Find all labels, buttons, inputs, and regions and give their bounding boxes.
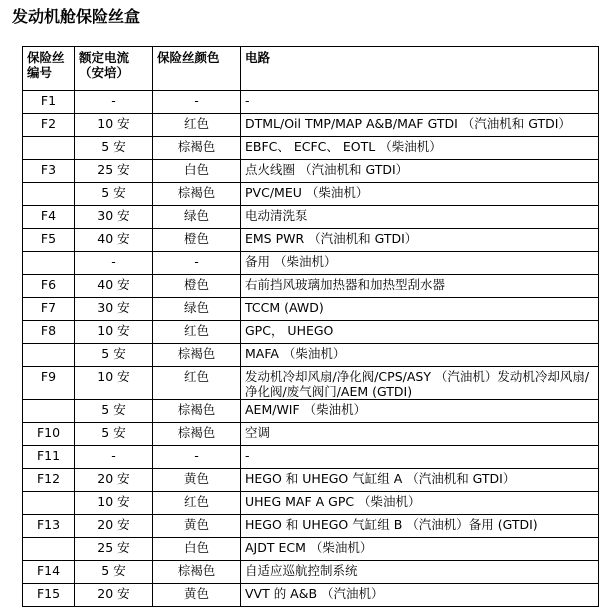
- fuse-color-cell: 红色: [153, 367, 241, 400]
- fuse-color-cell: 黄色: [153, 515, 241, 538]
- fuse-number-cell: [23, 538, 75, 561]
- rated-current-cell: 5 安: [75, 423, 153, 446]
- fuse-color-cell: 红色: [153, 492, 241, 515]
- circuit-cell: -: [241, 446, 599, 469]
- fuse-color-cell: 黄色: [153, 584, 241, 607]
- fuse-color-cell: 绿色: [153, 206, 241, 229]
- circuit-cell: 电动清洗泵: [241, 206, 599, 229]
- rated-current-cell: 5 安: [75, 400, 153, 423]
- table-row: [23, 561, 599, 584]
- rated-current-cell: -: [75, 446, 153, 469]
- table-row: [23, 91, 599, 114]
- table-row: [23, 423, 599, 446]
- table-row: [23, 252, 599, 275]
- fuse-number-cell: [23, 183, 75, 206]
- rated-current-cell: 10 安: [75, 367, 153, 400]
- fuse-number-cell: F12: [23, 469, 75, 492]
- fuse-color-cell: 橙色: [153, 229, 241, 252]
- rated-current-cell: 40 安: [75, 229, 153, 252]
- fuse-color-cell: 棕褐色: [153, 561, 241, 584]
- fuse-number-cell: F6: [23, 275, 75, 298]
- header-rated-current: 额定电流（安培）: [75, 47, 153, 91]
- rated-current-cell: 5 安: [75, 183, 153, 206]
- circuit-cell: PVC/MEU （柴油机）: [241, 183, 599, 206]
- rated-current-cell: 5 安: [75, 561, 153, 584]
- table-row: [23, 469, 599, 492]
- rated-current-cell: 5 安: [75, 137, 153, 160]
- rated-current-cell: 25 安: [75, 160, 153, 183]
- fuse-table: [22, 46, 599, 607]
- fuse-number-cell: F15: [23, 584, 75, 607]
- fuse-number-cell: [23, 252, 75, 275]
- fuse-number-cell: F3: [23, 160, 75, 183]
- circuit-cell: HEGO 和 UHEGO 气缸组 B （汽油机）备用 (GTDI): [241, 515, 599, 538]
- table-row: [23, 183, 599, 206]
- rated-current-cell: -: [75, 91, 153, 114]
- fuse-number-cell: F4: [23, 206, 75, 229]
- fuse-number-cell: F7: [23, 298, 75, 321]
- fuse-color-cell: 白色: [153, 538, 241, 561]
- table-row: [23, 321, 599, 344]
- rated-current-cell: 20 安: [75, 515, 153, 538]
- page-title: 发动机舱保险丝盒: [12, 7, 141, 26]
- table-header-row: [23, 47, 599, 91]
- rated-current-cell: 20 安: [75, 584, 153, 607]
- header-circuit: 电路: [241, 47, 599, 91]
- circuit-cell: AEM/WIF （柴油机）: [241, 400, 599, 423]
- circuit-cell: 空调: [241, 423, 599, 446]
- fuse-table-body: [23, 91, 599, 607]
- rated-current-cell: -: [75, 252, 153, 275]
- table-row: [23, 206, 599, 229]
- rated-current-cell: 25 安: [75, 538, 153, 561]
- fuse-color-cell: 红色: [153, 114, 241, 137]
- circuit-cell: DTML/Oil TMP/MAP A&B/MAF GTDI （汽油机和 GTDI）: [241, 114, 599, 137]
- rated-current-cell: 10 安: [75, 321, 153, 344]
- table-row: [23, 137, 599, 160]
- table-row: [23, 400, 599, 423]
- fuse-number-cell: F2: [23, 114, 75, 137]
- circuit-cell: MAFA （柴油机）: [241, 344, 599, 367]
- fuse-color-cell: 绿色: [153, 298, 241, 321]
- table-row: [23, 446, 599, 469]
- circuit-cell: 点火线圈 （汽油机和 GTDI）: [241, 160, 599, 183]
- header-fuse-color: 保险丝颜色: [153, 47, 241, 91]
- fuse-color-cell: 橙色: [153, 275, 241, 298]
- table-row: [23, 114, 599, 137]
- fuse-number-cell: F9: [23, 367, 75, 400]
- fuse-color-cell: 红色: [153, 321, 241, 344]
- table-row: [23, 515, 599, 538]
- fuse-number-cell: [23, 400, 75, 423]
- table-row: [23, 367, 599, 400]
- fuse-number-cell: F11: [23, 446, 75, 469]
- rated-current-cell: 5 安: [75, 344, 153, 367]
- circuit-cell: 发动机冷却风扇/净化阀/CPS/ASY （汽油机）发动机冷却风扇/净化阀/废气阀门/AEM (GTDI): [241, 367, 599, 400]
- circuit-cell: EMS PWR （汽油机和 GTDI）: [241, 229, 599, 252]
- table-row: [23, 275, 599, 298]
- circuit-cell: AJDT ECM （柴油机）: [241, 538, 599, 561]
- fuse-color-cell: 棕褐色: [153, 344, 241, 367]
- fuse-number-cell: F1: [23, 91, 75, 114]
- fuse-number-cell: F8: [23, 321, 75, 344]
- fuse-number-cell: [23, 344, 75, 367]
- table-row: [23, 584, 599, 607]
- circuit-cell: 备用 （柴油机）: [241, 252, 599, 275]
- rated-current-cell: 30 安: [75, 206, 153, 229]
- circuit-cell: 自适应巡航控制系统: [241, 561, 599, 584]
- table-row: [23, 229, 599, 252]
- table-row: [23, 344, 599, 367]
- rated-current-cell: 30 安: [75, 298, 153, 321]
- circuit-cell: -: [241, 91, 599, 114]
- circuit-cell: HEGO 和 UHEGO 气缸组 A （汽油机和 GTDI）: [241, 469, 599, 492]
- rated-current-cell: 10 安: [75, 492, 153, 515]
- circuit-cell: EBFC、 ECFC、 EOTL （柴油机）: [241, 137, 599, 160]
- circuit-cell: UHEG MAF A GPC （柴油机）: [241, 492, 599, 515]
- header-fuse-number: 保险丝编号: [23, 47, 75, 91]
- fuse-color-cell: 白色: [153, 160, 241, 183]
- fuse-color-cell: 棕褐色: [153, 183, 241, 206]
- table-row: [23, 298, 599, 321]
- table-row: [23, 160, 599, 183]
- fuse-color-cell: 黄色: [153, 469, 241, 492]
- fuse-number-cell: [23, 492, 75, 515]
- fuse-color-cell: -: [153, 91, 241, 114]
- fuse-color-cell: -: [153, 446, 241, 469]
- rated-current-cell: 20 安: [75, 469, 153, 492]
- fuse-color-cell: -: [153, 252, 241, 275]
- fuse-color-cell: 棕褐色: [153, 137, 241, 160]
- fuse-number-cell: F14: [23, 561, 75, 584]
- fuse-color-cell: 棕褐色: [153, 400, 241, 423]
- table-row: [23, 492, 599, 515]
- circuit-cell: 右前挡风玻璃加热器和加热型刮水器: [241, 275, 599, 298]
- rated-current-cell: 40 安: [75, 275, 153, 298]
- fuse-color-cell: 棕褐色: [153, 423, 241, 446]
- circuit-cell: TCCM (AWD): [241, 298, 599, 321]
- circuit-cell: GPC， UHEGO: [241, 321, 599, 344]
- table-row: [23, 538, 599, 561]
- rated-current-cell: 10 安: [75, 114, 153, 137]
- fuse-number-cell: [23, 137, 75, 160]
- fuse-number-cell: F13: [23, 515, 75, 538]
- circuit-cell: VVT 的 A&B （汽油机）: [241, 584, 599, 607]
- fuse-number-cell: F10: [23, 423, 75, 446]
- fuse-number-cell: F5: [23, 229, 75, 252]
